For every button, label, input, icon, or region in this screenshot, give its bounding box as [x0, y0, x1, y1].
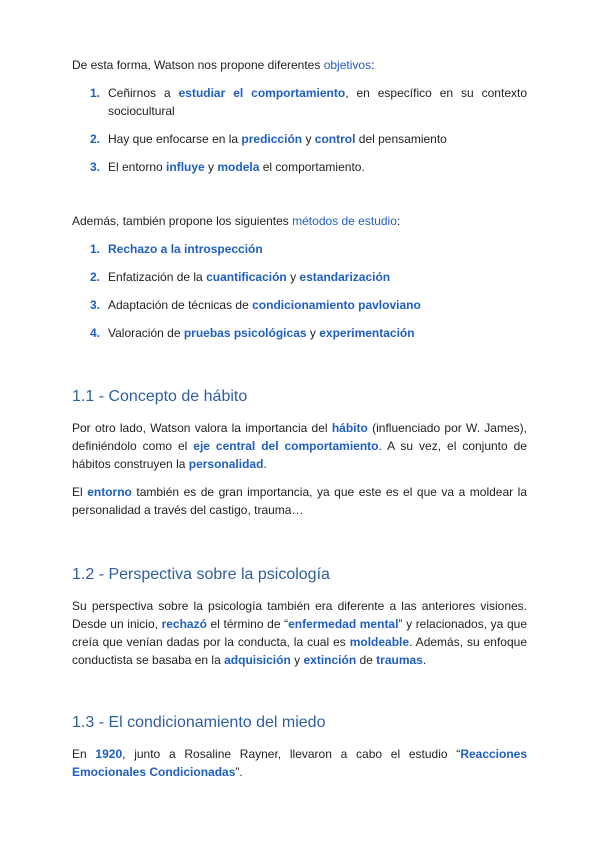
text-run: el comportamiento. [259, 160, 365, 174]
highlighted-term: control [314, 132, 356, 146]
list-number: 1. [90, 86, 101, 100]
text-run: Adaptación de técnicas de [108, 298, 253, 312]
perspective-paragraph [72, 597, 527, 669]
list-item [72, 84, 527, 120]
habit-paragraph-1 [72, 419, 527, 473]
text-run: del pensamiento [355, 132, 447, 146]
highlighted-term: adquisición [224, 653, 291, 667]
habit-paragraph-2 [72, 483, 527, 519]
highlighted-term: Reacciones Emocionales Condicionadas [72, 747, 528, 779]
highlighted-term: estudiar el comportamiento [178, 86, 346, 100]
list-item [72, 324, 527, 342]
text-run: El [72, 485, 88, 499]
highlighted-term: estandarización [299, 270, 391, 284]
list-number: 1. [90, 242, 101, 256]
fear-paragraph [72, 745, 527, 781]
highlighted-term: moldeable [349, 635, 410, 649]
objectives-keyword: objetivos [323, 58, 372, 72]
methods-lead: Además, también propone los siguientes [72, 214, 293, 228]
text-run: . Además, su enfoque conductista se basaba en la [72, 635, 527, 667]
highlighted-term: 1920 [95, 747, 123, 761]
list-number: 3. [90, 160, 101, 174]
text-run: de [356, 653, 377, 667]
text-run: Por otro lado, Watson valora la importancia del [72, 421, 332, 435]
text-run: el término de “ [206, 617, 289, 631]
objectives-list [72, 84, 527, 186]
text-run: En [72, 747, 96, 761]
text-run: y [306, 326, 320, 340]
list-item [72, 130, 527, 148]
intro-tail: : [371, 58, 375, 72]
methods-tail: : [396, 214, 401, 228]
highlighted-term: enfermedad mental [288, 617, 399, 631]
text-run: . A su vez, el conjunto de hábitos construyen la [72, 439, 527, 471]
methods-list [72, 240, 527, 352]
list-number: 4. [90, 326, 101, 340]
list-number: 2. [90, 270, 101, 284]
text-run: también es de gran importancia, ya que este es el que va a moldear la personalidad a través del castigo, trauma… [72, 485, 527, 517]
text-run: Su perspectiva sobre la psicología también era diferente a las anteriores visiones. Desde un inicio, [72, 599, 527, 631]
list-item [72, 240, 527, 258]
text-run: Enfatización de la [108, 270, 207, 284]
highlighted-term: experimentación [319, 326, 415, 340]
text-run: Hay que enfocarse en la [108, 132, 242, 146]
highlighted-term: modela [217, 160, 260, 174]
objectives-intro [72, 56, 527, 74]
highlighted-term: cuantificación [206, 270, 287, 284]
list-item [72, 158, 527, 176]
highlighted-term: pruebas psicológicas [183, 326, 307, 340]
highlighted-term: extinción [303, 653, 357, 667]
list-number: 2. [90, 132, 101, 146]
methods-keyword: métodos de estudio [292, 214, 397, 228]
text-run: Ceñirnos a [108, 86, 179, 100]
highlighted-term: predicción [241, 132, 303, 146]
text-run: y [302, 132, 315, 146]
section-heading-fear: 1.3 - El condicionamiento del miedo [72, 714, 326, 731]
text-run: y [286, 270, 300, 284]
highlighted-term: condicionamiento pavloviano [252, 298, 421, 312]
text-run: ”. [235, 765, 243, 779]
highlighted-term: eje central del comportamiento [193, 439, 379, 453]
text-run: . [263, 457, 267, 471]
text-run: Valoración de [108, 326, 184, 340]
text-run: , junto a Rosaline Rayner, llevaron a cabo el estudio “ [122, 747, 461, 761]
highlighted-term: personalidad [188, 457, 264, 471]
text-run: (influenciado por W. James), definiéndolo como el [72, 421, 527, 453]
text-run: y [290, 653, 304, 667]
list-item [72, 296, 527, 314]
section-heading-perspective: 1.2 - Perspectiva sobre la psicología [72, 566, 330, 583]
text-run: El entorno [108, 160, 167, 174]
highlighted-term: hábito [331, 421, 368, 435]
list-item [72, 268, 527, 286]
text-run: . [422, 653, 427, 667]
highlighted-term: Rechazo a la introspección [108, 242, 263, 256]
text-run: , en específico en su contexto sociocultural [108, 86, 527, 118]
highlighted-term: traumas [376, 653, 423, 667]
intro-lead: De esta forma, Watson nos propone diferentes [72, 58, 324, 72]
highlighted-term: entorno [87, 485, 132, 499]
text-run: y [204, 160, 218, 174]
methods-intro [72, 212, 527, 230]
highlighted-term: rechazó [161, 617, 207, 631]
highlighted-term: influye [166, 160, 205, 174]
section-heading-habit: 1.1 - Concepto de hábito [72, 388, 248, 405]
list-number: 3. [90, 298, 101, 312]
text-run: ” y relacionados, ya que creía que venían dadas por la conducta, la cual es [72, 617, 527, 649]
